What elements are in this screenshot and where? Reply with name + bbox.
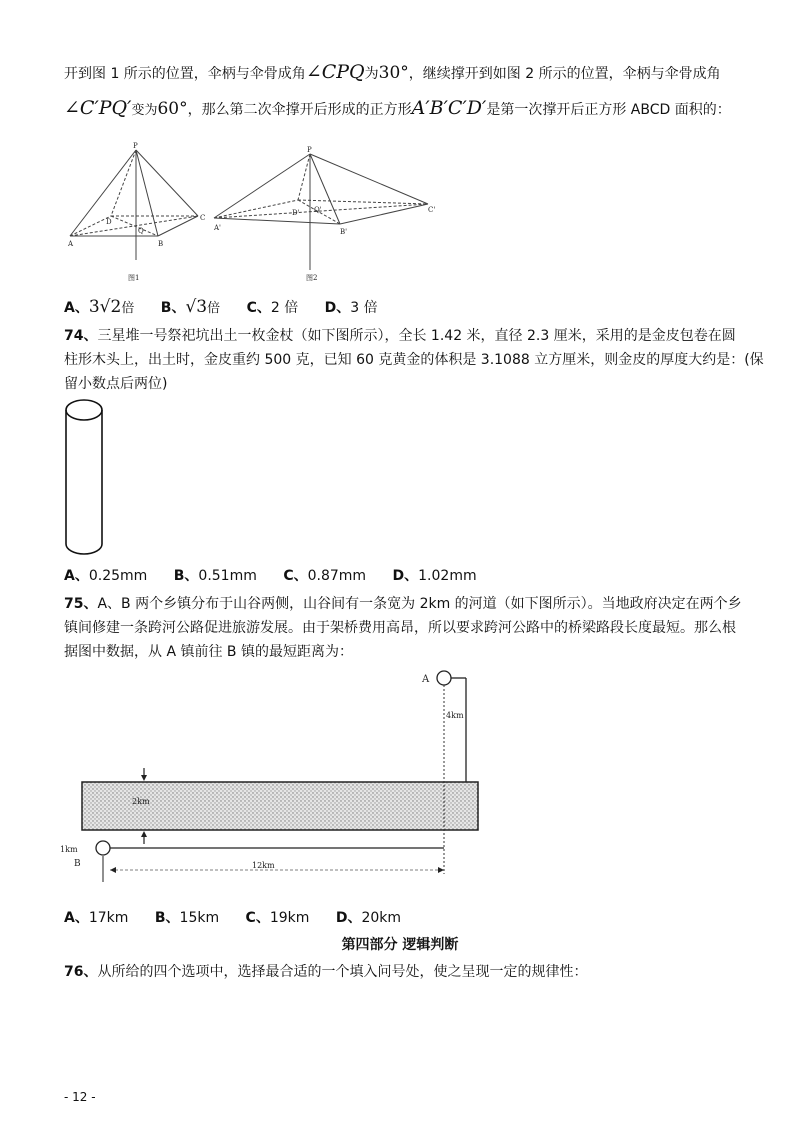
angle-60: 60°: [157, 99, 188, 119]
q74-line2: 柱形木头上，出土时，金皮重约 500 克，已知 60 克黄金的体积是 3.1088 立方厘米，则金皮的厚度大约是：(保: [64, 352, 764, 368]
label-4km: 4km: [446, 711, 464, 720]
label-12km: 12km: [252, 861, 275, 870]
q74-option-c[interactable]: C、0.87mm: [283, 568, 367, 584]
fig1-label-q: Q: [138, 227, 144, 235]
section-title: 第四部分 逻辑判断: [341, 937, 459, 953]
label-b: B: [74, 859, 81, 869]
q74-option-a[interactable]: A、0.25mm: [64, 568, 148, 584]
figure-2-pyramid: [210, 140, 450, 290]
label-1km: 1km: [60, 845, 78, 854]
fig1-label-p: P: [133, 142, 138, 150]
q73-options: [64, 297, 400, 319]
q74-line3: 留小数点后两位): [64, 376, 168, 392]
q75-line2: 镇间修建一条跨河公路促进旅游发展。由于架桥费用高昂，所以要求跨河公路中的桥梁路段长度最短。那么根: [64, 620, 736, 636]
q75-option-d[interactable]: D、20km: [335, 910, 402, 926]
q76-line: 76、从所给的四个选项中，选择最合适的一个填入问号处，使之呈现一定的规律性：: [64, 964, 588, 980]
page-number: - 12 -: [64, 1090, 96, 1104]
label-2km: 2km: [132, 797, 150, 806]
fig2-label-b: B': [340, 228, 348, 236]
q73-option-b[interactable]: B、√3倍: [160, 297, 221, 317]
angle-cpq: ∠CPQ: [305, 61, 365, 83]
fig2-label-p: P: [307, 146, 312, 154]
q75-option-a[interactable]: A、17km: [64, 910, 129, 926]
fig1-label-a: A: [68, 240, 74, 248]
q75-line3: 据图中数据，从 A 镇前往 B 镇的最短距离为：: [64, 644, 353, 660]
fig1-label-b: B: [158, 240, 164, 248]
q73-line1: 开到图 1 所示的位置，伞柄与伞骨成角∠CPQ为30°，继续撑开到如图 2 所示的位置，伞柄与伞骨成角: [64, 61, 721, 83]
q76-number: 76、: [64, 964, 98, 980]
river: [82, 782, 478, 830]
fig1-label-d: D: [106, 218, 112, 226]
q74-number: 74、: [64, 328, 98, 344]
fig1-label-c: C: [200, 214, 206, 222]
town-b-marker: [96, 841, 110, 855]
q74-option-b[interactable]: B、0.51mm: [173, 568, 257, 584]
fig2-label-c: C': [428, 206, 436, 214]
fig2-label-d: D': [292, 209, 300, 217]
q73-line2: ∠C′PQ′变为60°，那么第二次伞撑开后形成的正方形A′B′C′D′是第一次撑开后正方形 ABCD 面积的：: [64, 97, 731, 119]
q75-line1: 75、A、B 两个乡镇分布于山谷两侧，山谷间有一条宽为 2km 的河道（如下图所示）。当地政府决定在两个乡: [64, 596, 742, 612]
q74-options: [64, 566, 499, 586]
fig1-caption: 图1: [128, 274, 140, 282]
q75-option-b[interactable]: B、15km: [154, 910, 220, 926]
q75-option-c[interactable]: C、19km: [245, 910, 310, 926]
fig2-label-q: Q': [314, 206, 322, 214]
q73-option-d[interactable]: D、3 倍: [324, 300, 378, 316]
q75-number: 75、: [64, 596, 98, 612]
label-a: A: [422, 674, 430, 685]
q73-option-a[interactable]: A、3√2倍: [64, 297, 135, 317]
angle-c-prime-pq-prime: ∠C′PQ′: [64, 97, 132, 119]
q74-option-d[interactable]: D、1.02mm: [392, 568, 477, 584]
figure-1-pyramid: [66, 140, 216, 290]
town-a-marker: [437, 671, 451, 685]
square-a-prime: A′B′C′D′: [411, 97, 487, 119]
angle-30: 30°: [378, 63, 409, 83]
q73-option-c[interactable]: C、2 倍: [246, 300, 299, 316]
river-crossing-diagram: [60, 664, 500, 894]
q75-options: [64, 908, 423, 928]
q74-line1: 74、三星堆一号祭祀坑出土一枚金杖（如下图所示），全长 1.42 米，直径 2.3 厘米，采用的是金皮包卷在圆: [64, 328, 736, 344]
golden-scepter-cylinder: [64, 398, 114, 568]
fig2-caption: 图2: [306, 274, 318, 282]
fig2-label-a: A': [214, 224, 221, 232]
